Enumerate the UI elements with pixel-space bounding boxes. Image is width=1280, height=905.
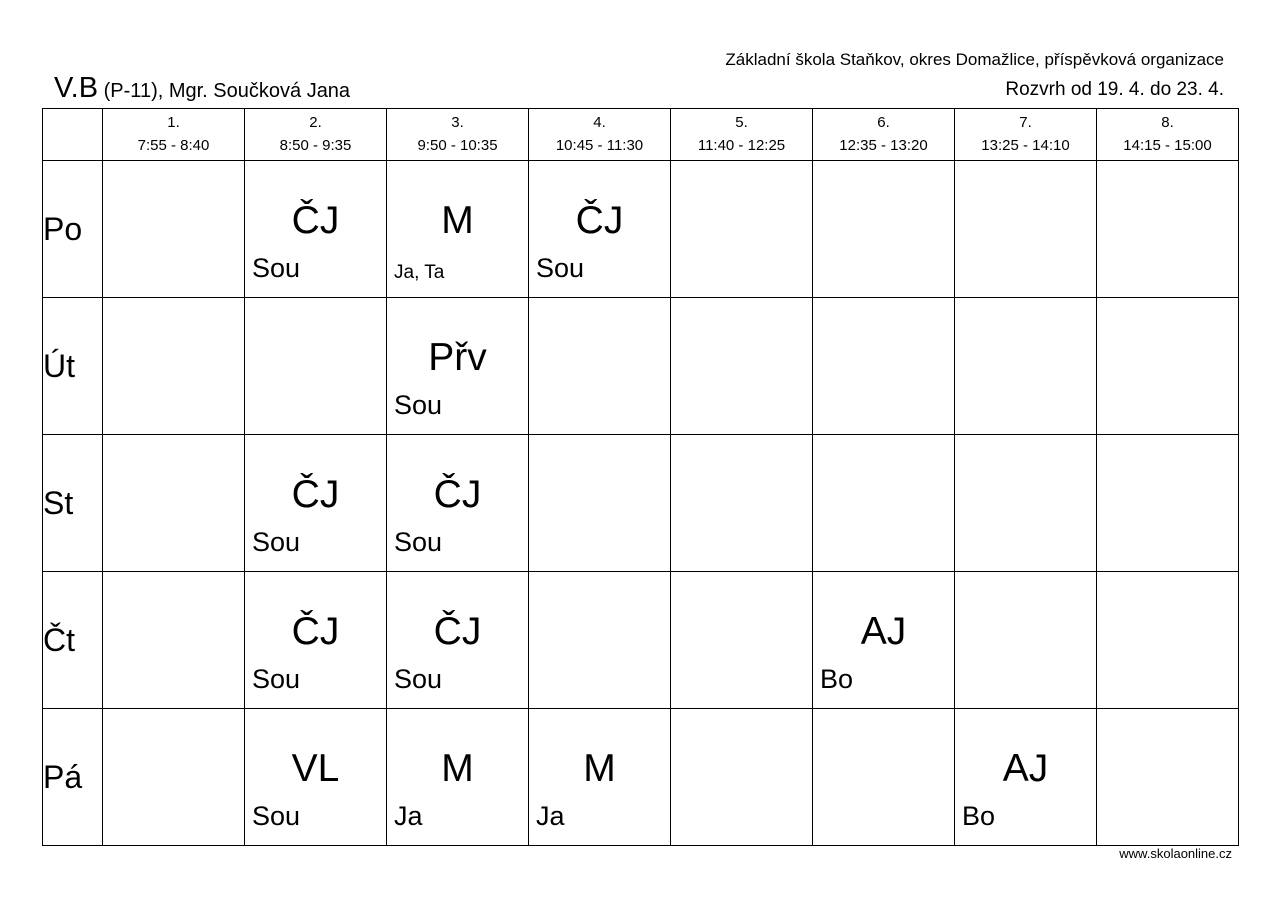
lesson-subject: ČJ bbox=[575, 199, 624, 242]
lesson-cell bbox=[245, 572, 387, 709]
lesson-subject: ČJ bbox=[433, 473, 482, 516]
period-number: 8. bbox=[1161, 114, 1174, 131]
lesson-subject: ČJ bbox=[291, 473, 340, 516]
lesson-teacher: Sou bbox=[394, 527, 443, 557]
empty-cell bbox=[529, 572, 671, 709]
empty-cell bbox=[1097, 435, 1239, 572]
empty-cell bbox=[103, 161, 245, 298]
empty-cell bbox=[671, 161, 813, 298]
empty-cell bbox=[813, 709, 955, 846]
empty-cell bbox=[813, 161, 955, 298]
empty-cell bbox=[103, 709, 245, 846]
empty-cell bbox=[1097, 298, 1239, 435]
day-name: Pá bbox=[43, 709, 103, 846]
empty-cell bbox=[1097, 709, 1239, 846]
period-number: 4. bbox=[593, 114, 606, 131]
period-header bbox=[813, 109, 955, 161]
class-name: V.B bbox=[54, 72, 99, 104]
empty-cell bbox=[529, 298, 671, 435]
period-header bbox=[387, 109, 529, 161]
lesson-teacher: Sou bbox=[252, 801, 301, 831]
lesson-cell bbox=[813, 572, 955, 709]
timetable-body bbox=[43, 109, 1239, 846]
lesson-teacher: Sou bbox=[536, 253, 585, 283]
period-header bbox=[671, 109, 813, 161]
empty-cell bbox=[671, 709, 813, 846]
lesson-teacher: Sou bbox=[252, 253, 301, 283]
period-header bbox=[955, 109, 1097, 161]
period-number: 1. bbox=[167, 114, 180, 131]
lesson-cell bbox=[387, 572, 529, 709]
lesson-subject: ČJ bbox=[433, 610, 482, 653]
lesson-cell bbox=[529, 161, 671, 298]
empty-cell bbox=[813, 298, 955, 435]
lesson-teacher: Sou bbox=[252, 664, 301, 694]
lesson-cell bbox=[529, 709, 671, 846]
lesson-subject: M bbox=[441, 747, 474, 790]
day-row bbox=[43, 298, 1239, 435]
lesson-teacher: Bo bbox=[962, 801, 996, 831]
period-number: 3. bbox=[451, 114, 464, 131]
empty-cell bbox=[955, 161, 1097, 298]
empty-cell bbox=[955, 435, 1097, 572]
empty-cell bbox=[245, 298, 387, 435]
period-number: 5. bbox=[735, 114, 748, 131]
empty-cell bbox=[671, 298, 813, 435]
empty-cell bbox=[671, 572, 813, 709]
timetable bbox=[42, 108, 1239, 846]
empty-cell bbox=[103, 572, 245, 709]
empty-cell bbox=[1097, 572, 1239, 709]
empty-cell bbox=[103, 298, 245, 435]
lesson-subject: M bbox=[583, 747, 616, 790]
period-header bbox=[103, 109, 245, 161]
lesson-teacher: Ja bbox=[536, 801, 565, 831]
footer-link[interactable]: www.skolaonline.cz bbox=[1119, 846, 1232, 861]
corner-cell bbox=[43, 109, 103, 161]
empty-cell bbox=[813, 435, 955, 572]
lesson-subject: ČJ bbox=[291, 610, 340, 653]
period-time: 10:45 - 11:30 bbox=[555, 137, 644, 154]
period-time: 11:40 - 12:25 bbox=[697, 137, 786, 154]
period-header bbox=[529, 109, 671, 161]
lesson-cell bbox=[245, 709, 387, 846]
period-number: 2. bbox=[309, 114, 322, 131]
day-row bbox=[43, 572, 1239, 709]
lesson-teacher: Bo bbox=[820, 664, 854, 694]
lesson-cell bbox=[387, 161, 529, 298]
period-number: 6. bbox=[877, 114, 890, 131]
lesson-teacher: Sou bbox=[394, 390, 443, 420]
lesson-cell bbox=[955, 709, 1097, 846]
lesson-subject: AJ bbox=[860, 610, 907, 653]
period-time: 14:15 - 15:00 bbox=[1123, 137, 1212, 154]
lesson-subject: M bbox=[441, 199, 474, 242]
lesson-teacher: Ja, Ta bbox=[394, 262, 445, 283]
period-number: 7. bbox=[1019, 114, 1032, 131]
lesson-cell bbox=[387, 298, 529, 435]
empty-cell bbox=[103, 435, 245, 572]
day-name: Út bbox=[43, 298, 103, 435]
date-range: Rozvrh od 19. 4. do 23. 4. bbox=[1005, 79, 1224, 100]
lesson-cell bbox=[387, 435, 529, 572]
lesson-cell bbox=[245, 435, 387, 572]
lesson-subject: VL bbox=[291, 747, 340, 790]
day-row bbox=[43, 709, 1239, 846]
class-detail: (P-11), Mgr. Součková Jana bbox=[98, 80, 351, 102]
empty-cell bbox=[955, 298, 1097, 435]
school-name: Základní škola Staňkov, okres Domažlice, příspěvková organizace bbox=[725, 50, 1224, 69]
lesson-cell bbox=[245, 161, 387, 298]
day-row bbox=[43, 161, 1239, 298]
lesson-cell bbox=[387, 709, 529, 846]
empty-cell bbox=[671, 435, 813, 572]
lesson-subject: AJ bbox=[1002, 747, 1049, 790]
period-time: 7:55 - 8:40 bbox=[137, 137, 210, 154]
period-header-row bbox=[43, 109, 1239, 161]
day-row bbox=[43, 435, 1239, 572]
page-title bbox=[54, 72, 350, 105]
lesson-teacher: Sou bbox=[394, 664, 443, 694]
period-time: 8:50 - 9:35 bbox=[279, 137, 352, 154]
day-name: St bbox=[43, 435, 103, 572]
lesson-subject: Přv bbox=[428, 336, 487, 379]
lesson-teacher: Ja bbox=[394, 801, 423, 831]
empty-cell bbox=[955, 572, 1097, 709]
day-name: Čt bbox=[43, 572, 103, 709]
period-header bbox=[1097, 109, 1239, 161]
lesson-teacher: Sou bbox=[252, 527, 301, 557]
period-header bbox=[245, 109, 387, 161]
period-time: 12:35 - 13:20 bbox=[839, 137, 928, 154]
lesson-subject: ČJ bbox=[291, 199, 340, 242]
period-time: 13:25 - 14:10 bbox=[981, 137, 1070, 154]
day-name: Po bbox=[43, 161, 103, 298]
empty-cell bbox=[529, 435, 671, 572]
period-time: 9:50 - 10:35 bbox=[417, 137, 498, 154]
empty-cell bbox=[1097, 161, 1239, 298]
